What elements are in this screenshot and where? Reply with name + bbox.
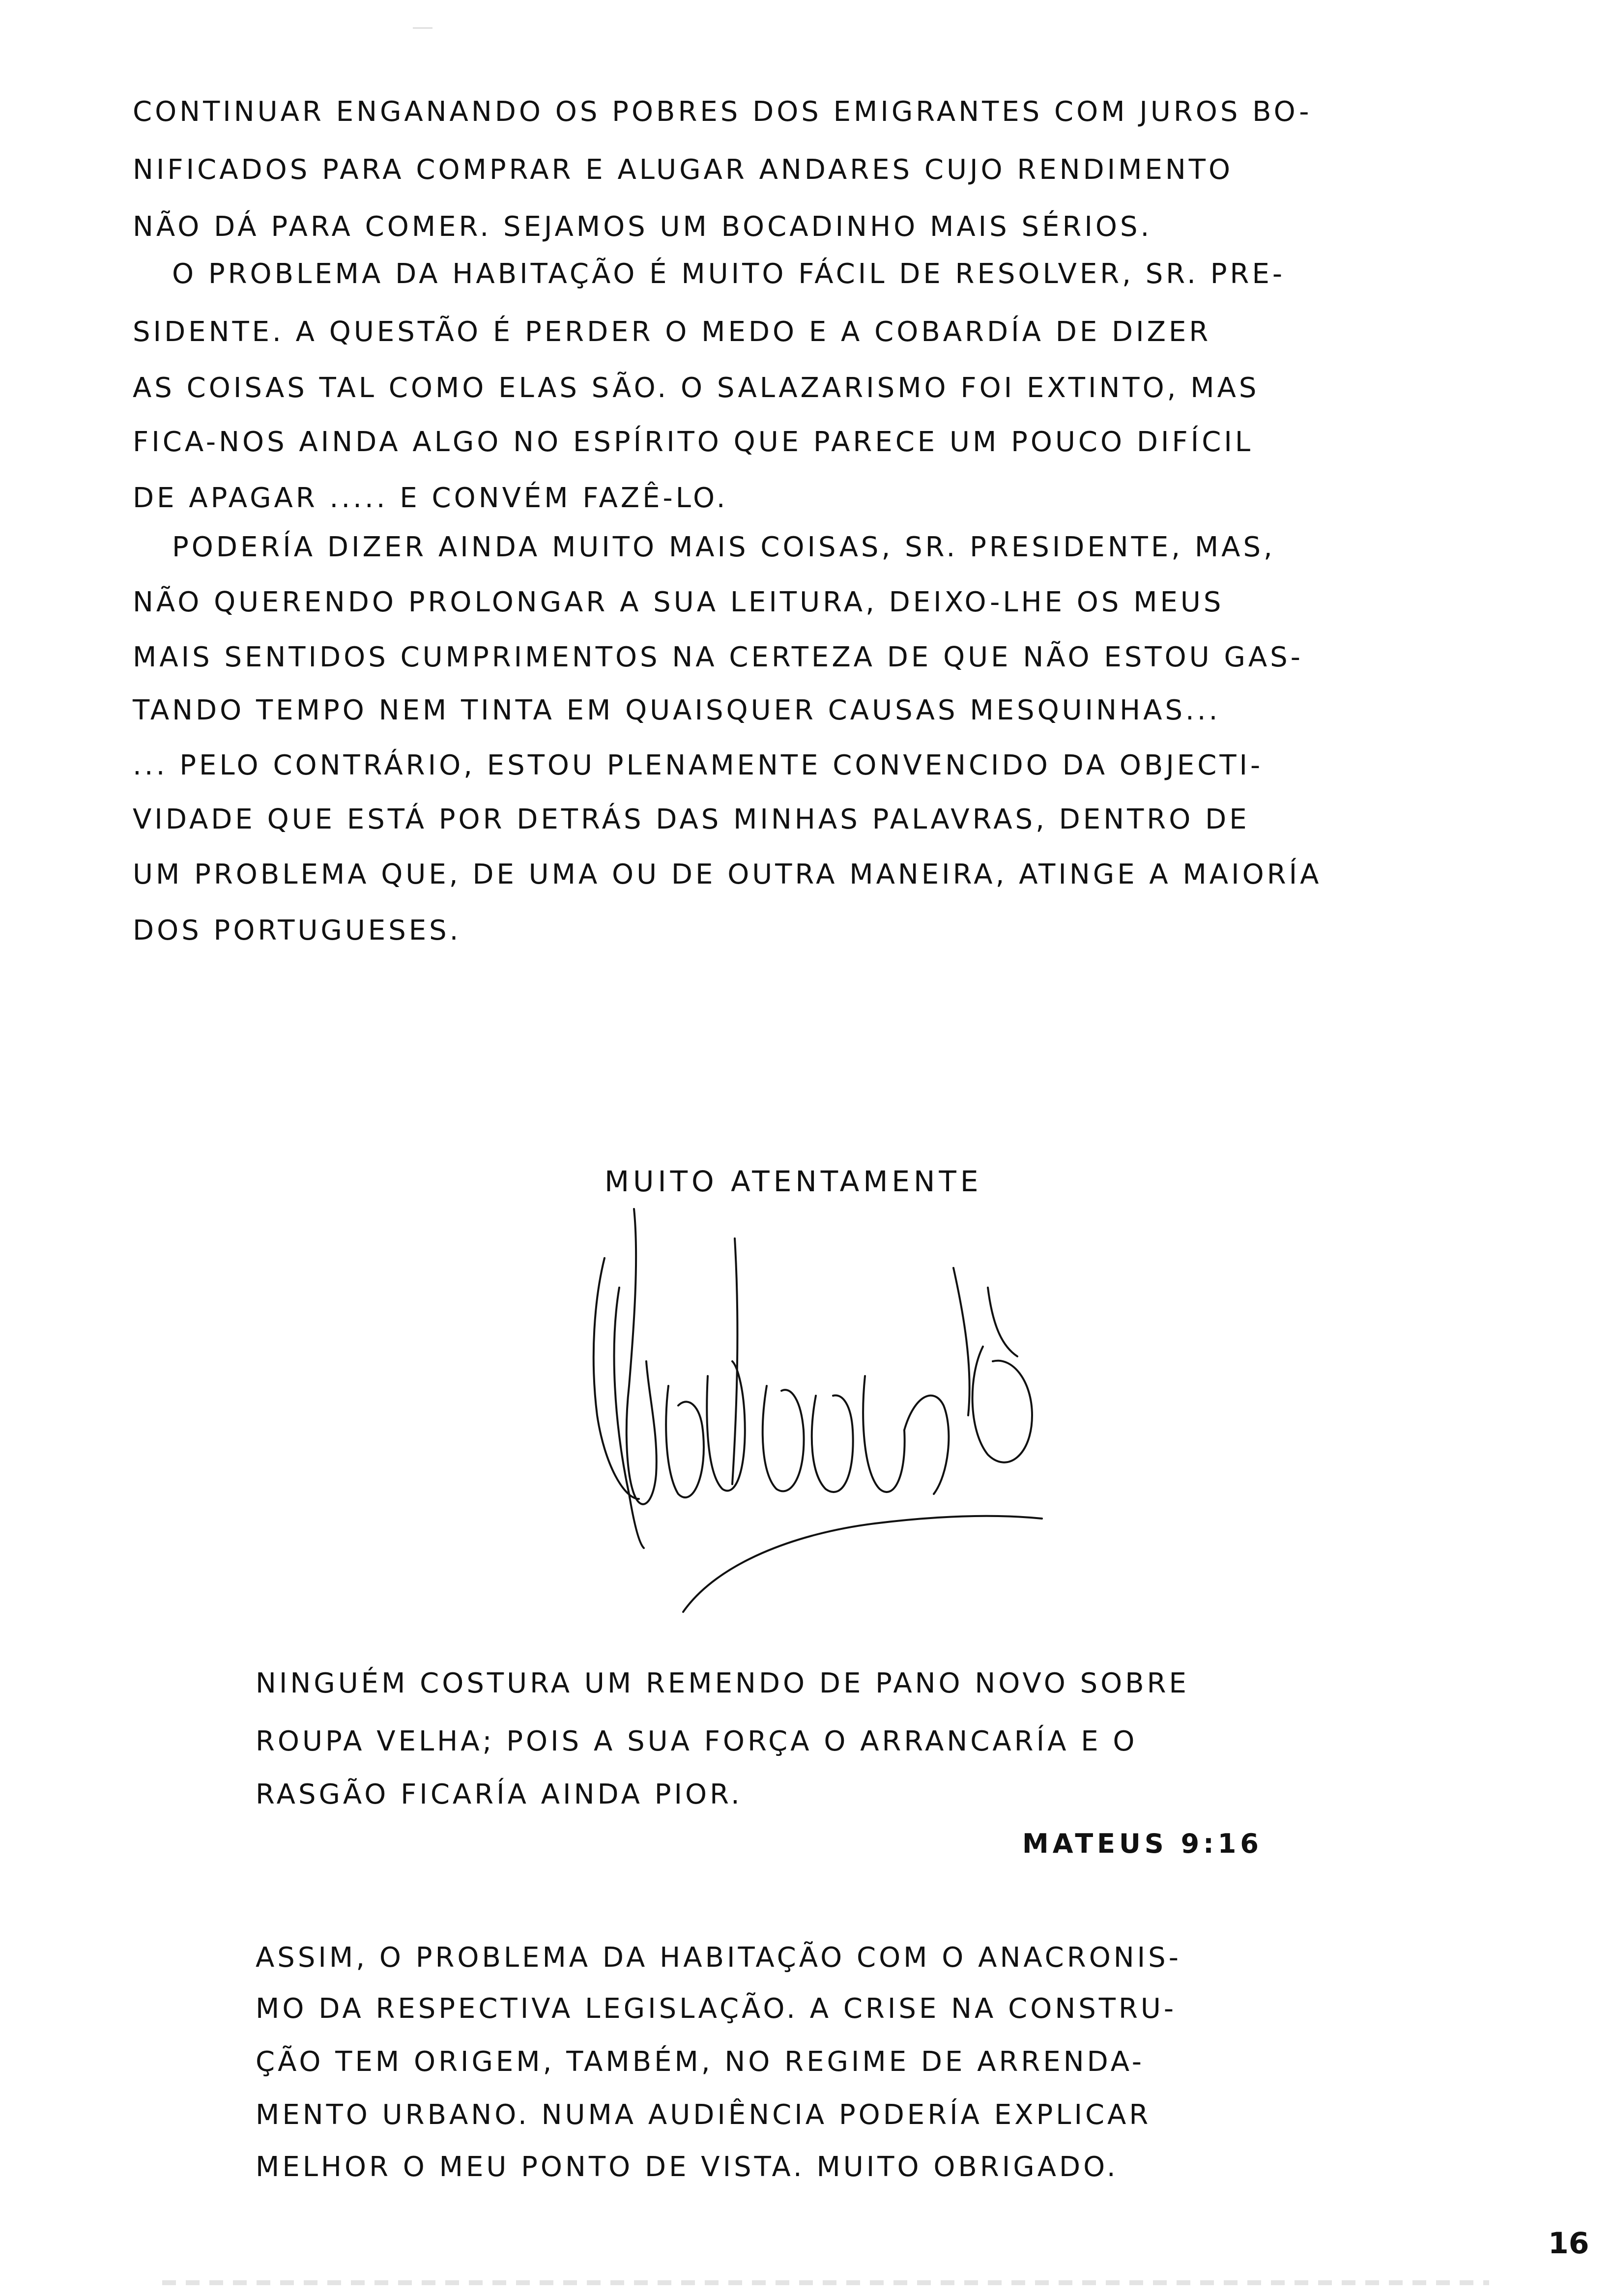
letter-line: DOS PORTUGUESES. [133,915,461,947]
signature [560,1199,1170,1622]
closing-salutation: MUITO ATENTAMENTE [604,1165,982,1198]
letter-line: NÃO DÁ PARA COMER. SEJAMOS UM BOCADINHO MAIS SÉRIOS. [133,211,1152,243]
letter-line: FICA-NOS AINDA ALGO NO ESPÍRITO QUE PARECE UM POUCO DIFÍCIL [133,426,1254,458]
letter-line: NÃO QUERENDO PROLONGAR A SUA LEITURA, DEIXO-LHE OS MEUS [133,586,1224,618]
letter-line: CONTINUAR ENGANANDO OS POBRES DOS EMIGRANTES COM JUROS BO- [133,96,1312,128]
letter-line: DE APAGAR ..... E CONVÉM FAZÊ-LO. [133,482,728,514]
final-line: MENTO URBANO. NUMA AUDIÊNCIA PODERÍA EXPLICAR [256,2099,1151,2131]
letter-line: UM PROBLEMA QUE, DE UMA OU DE OUTRA MANEIRA, ATINGE A MAIORÍA [133,859,1322,890]
scan-edge-strip [162,2280,1489,2285]
quote-line: RASGÃO FICARÍA AINDA PIOR. [256,1779,743,1810]
letter-line: VIDADE QUE ESTÁ POR DETRÁS DAS MINHAS PALAVRAS, DENTRO DE [133,804,1250,835]
letter-line: MAIS SENTIDOS CUMPRIMENTOS NA CERTEZA DE QUE NÃO ESTOU GAS- [133,641,1303,673]
letter-line: ... PELO CONTRÁRIO, ESTOU PLENAMENTE CONVENCIDO DA OBJECTI- [133,749,1264,781]
letter-line: O PROBLEMA DA HABITAÇÃO É MUITO FÁCIL DE RESOLVER, SR. PRE- [172,258,1286,290]
final-line: ASSIM, O PROBLEMA DA HABITAÇÃO COM O ANACRONIS- [256,1942,1181,1974]
letter-line: SIDENTE. A QUESTÃO É PERDER O MEDO E A COBARDÍA DE DIZER [133,316,1211,348]
top-scan-mark [413,20,432,29]
letter-line: PODERÍA DIZER AINDA MUITO MAIS COISAS, SR. PRESIDENTE, MAS, [172,531,1275,563]
quote-line: NINGUÉM COSTURA UM REMENDO DE PANO NOVO SOBRE [256,1667,1189,1699]
quote-reference: MATEUS 9:16 [1022,1828,1263,1859]
letter-line: TANDO TEMPO NEM TINTA EM QUAISQUER CAUSAS MESQUINHAS... [133,694,1221,726]
final-line: MO DA RESPECTIVA LEGISLAÇÃO. A CRISE NA CONSTRU- [256,1993,1177,2025]
letter-line: NIFICADOS PARA COMPRAR E ALUGAR ANDARES CUJO RENDIMENTO [133,154,1234,186]
letter-line: AS COISAS TAL COMO ELAS SÃO. O SALAZARISMO FOI EXTINTO, MAS [133,372,1260,404]
final-line: MELHOR O MEU PONTO DE VISTA. MUITO OBRIGADO. [256,2151,1119,2183]
page-number: 16 [1548,2226,1589,2261]
quote-line: ROUPA VELHA; POIS A SUA FORÇA O ARRANCARÍA E O [256,1725,1138,1757]
final-line: ÇÃO TEM ORIGEM, TAMBÉM, NO REGIME DE ARRENDA- [256,2046,1145,2078]
